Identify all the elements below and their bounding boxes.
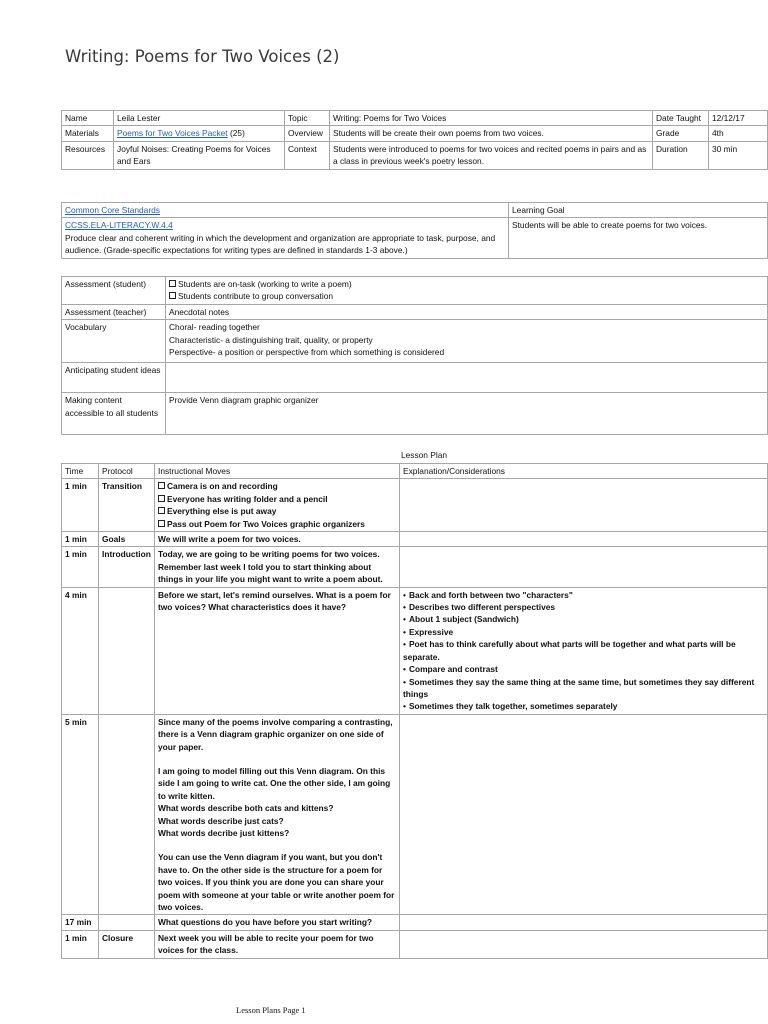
date-label: Date Taught xyxy=(653,111,709,126)
note-item: • Sometimes they talk together, sometimes separately xyxy=(403,700,764,712)
assessment-teacher-value: Anecdotal notes xyxy=(166,304,768,319)
row-moves xyxy=(155,479,400,532)
row-notes xyxy=(400,915,768,930)
resources-value: Joyful Noises: Creating Poems for Voices and Ears xyxy=(114,141,285,169)
standards-cell xyxy=(62,218,509,258)
header-explanation: Explanation/Considerations xyxy=(400,464,768,479)
anticipating-label: Anticipating student ideas xyxy=(62,363,166,393)
row-time: 4 min xyxy=(62,587,99,714)
standards-table xyxy=(61,202,768,259)
standard-text: Produce clear and coherent writing in which the development and organization are appropriate to task, purpose, and audience. (Grade-specific expectations for writing types are defined in standards 1-3 above.) xyxy=(65,232,496,256)
row-protocol: Goals xyxy=(99,532,155,547)
row-notes xyxy=(400,587,768,714)
row-moves: Before we start, let's remind ourselves. What is a poem for two voices? What characteristics does it have? xyxy=(155,587,400,714)
note-item: • Back and forth between two "characters" xyxy=(403,589,764,601)
materials-value xyxy=(114,126,285,141)
page-footer: Lesson Plans Page 1 xyxy=(236,1005,306,1015)
row-protocol xyxy=(99,714,155,915)
checklist-item: Students contribute to group conversation xyxy=(169,290,764,302)
checklist-item: Camera is on and recording xyxy=(158,480,396,492)
page-title: Writing: Poems for Two Voices (2) xyxy=(65,47,340,66)
materials-suffix: (25) xyxy=(227,128,245,139)
row-moves xyxy=(155,714,400,915)
row-notes xyxy=(400,714,768,915)
assessment-student-label: Assessment (student) xyxy=(62,277,166,305)
duration-label: Duration xyxy=(653,141,709,169)
row-notes xyxy=(400,532,768,547)
date-value: 12/12/17 xyxy=(709,111,768,126)
resources-label: Resources xyxy=(62,141,114,169)
row-time: 1 min xyxy=(62,479,99,532)
duration-value: 30 min xyxy=(709,141,768,169)
learning-goal-header: Learning Goal xyxy=(509,203,768,218)
note-item: • Expressive xyxy=(403,626,764,638)
lesson-plan-title: Lesson Plan xyxy=(400,450,448,460)
row-protocol: Closure xyxy=(99,930,155,958)
header-instructional-moves: Instructional Moves xyxy=(155,464,400,479)
learning-goal-value: Students will be able to create poems for two voices. xyxy=(509,218,768,258)
header-protocol: Protocol xyxy=(99,464,155,479)
standard-code-link[interactable]: CCSS.ELA-LITERACY.W.4.4 xyxy=(65,220,173,231)
overview-value: Students will be create their own poems from two voices. xyxy=(330,126,653,141)
checklist-item: Pass out Poem for Two Voices graphic organizers xyxy=(158,518,396,530)
anticipating-value xyxy=(166,363,768,393)
context-value: Students were introduced to poems for two voices and recited poems in pairs and as a class in previous week's poetry lesson. xyxy=(330,141,653,169)
overview-label: Overview xyxy=(285,126,330,141)
moves-paragraph: You can use the Venn diagram if you want, but you don't have to. On the other side is the structure for a poem for two voices. If you think you are done you can share your poem with someone at your table or write another poem for two voices. xyxy=(158,852,395,912)
assessment-student-value xyxy=(166,277,768,305)
moves-question: What words describe both cats and kittens? xyxy=(158,803,334,814)
common-core-link[interactable]: Common Core Standards xyxy=(65,205,160,215)
name-label: Name xyxy=(62,111,114,126)
vocab-item: Characteristic- a distinguishing trait, quality, or property xyxy=(169,334,373,345)
row-moves: Today, we are going to be writing poems for two voices. Remember last week I told you to start thinking about things in your life you might want to write a poem about. xyxy=(155,547,400,587)
checklist-item: Everything else is put away xyxy=(158,505,396,517)
checkbox-icon xyxy=(169,280,176,287)
materials-link[interactable]: Poems for Two Voices Packet xyxy=(117,128,228,139)
row-protocol xyxy=(99,587,155,714)
moves-question: What words describe just cats? xyxy=(158,815,284,826)
grade-value: 4th xyxy=(709,126,768,141)
row-notes xyxy=(400,930,768,958)
vocab-item: Perspective- a position or perspective from which something is considered xyxy=(169,347,445,358)
vocabulary-value xyxy=(166,320,768,363)
context-label: Context xyxy=(285,141,330,169)
checkbox-icon xyxy=(169,292,176,299)
row-time: 17 min xyxy=(62,915,99,930)
lesson-plan-table xyxy=(61,463,768,959)
grade-label: Grade xyxy=(653,126,709,141)
checkbox-icon xyxy=(158,520,165,527)
topic-value: Writing: Poems for Two Voices xyxy=(330,111,653,126)
checklist-item: Everyone has writing folder and a pencil xyxy=(158,493,396,505)
checkbox-icon xyxy=(158,507,165,514)
row-notes xyxy=(400,547,768,587)
row-protocol: Transition xyxy=(99,479,155,532)
assessment-teacher-label: Assessment (teacher) xyxy=(62,304,166,319)
row-time: 1 min xyxy=(62,547,99,587)
row-moves: Next week you will be able to recite your poem for two voices for the class. xyxy=(155,930,400,958)
row-protocol xyxy=(99,915,155,930)
note-item: • About 1 subject (Sandwich) xyxy=(403,613,764,625)
checklist-item: Students are on-task (working to write a poem) xyxy=(169,278,764,290)
header-time: Time xyxy=(62,464,99,479)
note-item: • Sometimes they say the same thing at the same time, but sometimes they say different things xyxy=(403,676,764,701)
note-item: • Describes two different perspectives xyxy=(403,601,764,613)
name-value: Leila Lester xyxy=(114,111,285,126)
moves-paragraph: I am going to model filling out this Venn diagram. On this side I am going to write cat. One the other side, I am going to write kitten. xyxy=(158,765,391,801)
row-moves: What questions do you have before you start writing? xyxy=(155,915,400,930)
vocab-item: Choral- reading together xyxy=(169,322,260,333)
note-item: • Poet has to think carefully about what parts will be together and what parts will be separate. xyxy=(403,638,764,663)
row-moves: We will write a poem for two voices. xyxy=(155,532,400,547)
moves-question: What words decribe just kittens? xyxy=(158,827,290,838)
materials-label: Materials xyxy=(62,126,114,141)
row-protocol: Introduction xyxy=(99,547,155,587)
making-content-label: Making content accessible to all students xyxy=(62,393,166,435)
row-time: 1 min xyxy=(62,930,99,958)
note-item: • Compare and contrast xyxy=(403,663,764,675)
checkbox-icon xyxy=(158,482,165,489)
checkbox-icon xyxy=(158,495,165,502)
vocabulary-label: Vocabulary xyxy=(62,320,166,363)
row-time: 5 min xyxy=(62,714,99,915)
row-notes xyxy=(400,479,768,532)
header-table xyxy=(61,110,768,170)
making-content-value: Provide Venn diagram graphic organizer xyxy=(166,393,768,435)
standards-header xyxy=(62,203,509,218)
assessment-table xyxy=(61,276,768,435)
topic-label: Topic xyxy=(285,111,330,126)
row-time: 1 min xyxy=(62,532,99,547)
moves-paragraph: Since many of the poems involve comparing a contrasting, there is a Venn diagram graphic organizer on one side of your paper. xyxy=(158,716,393,752)
